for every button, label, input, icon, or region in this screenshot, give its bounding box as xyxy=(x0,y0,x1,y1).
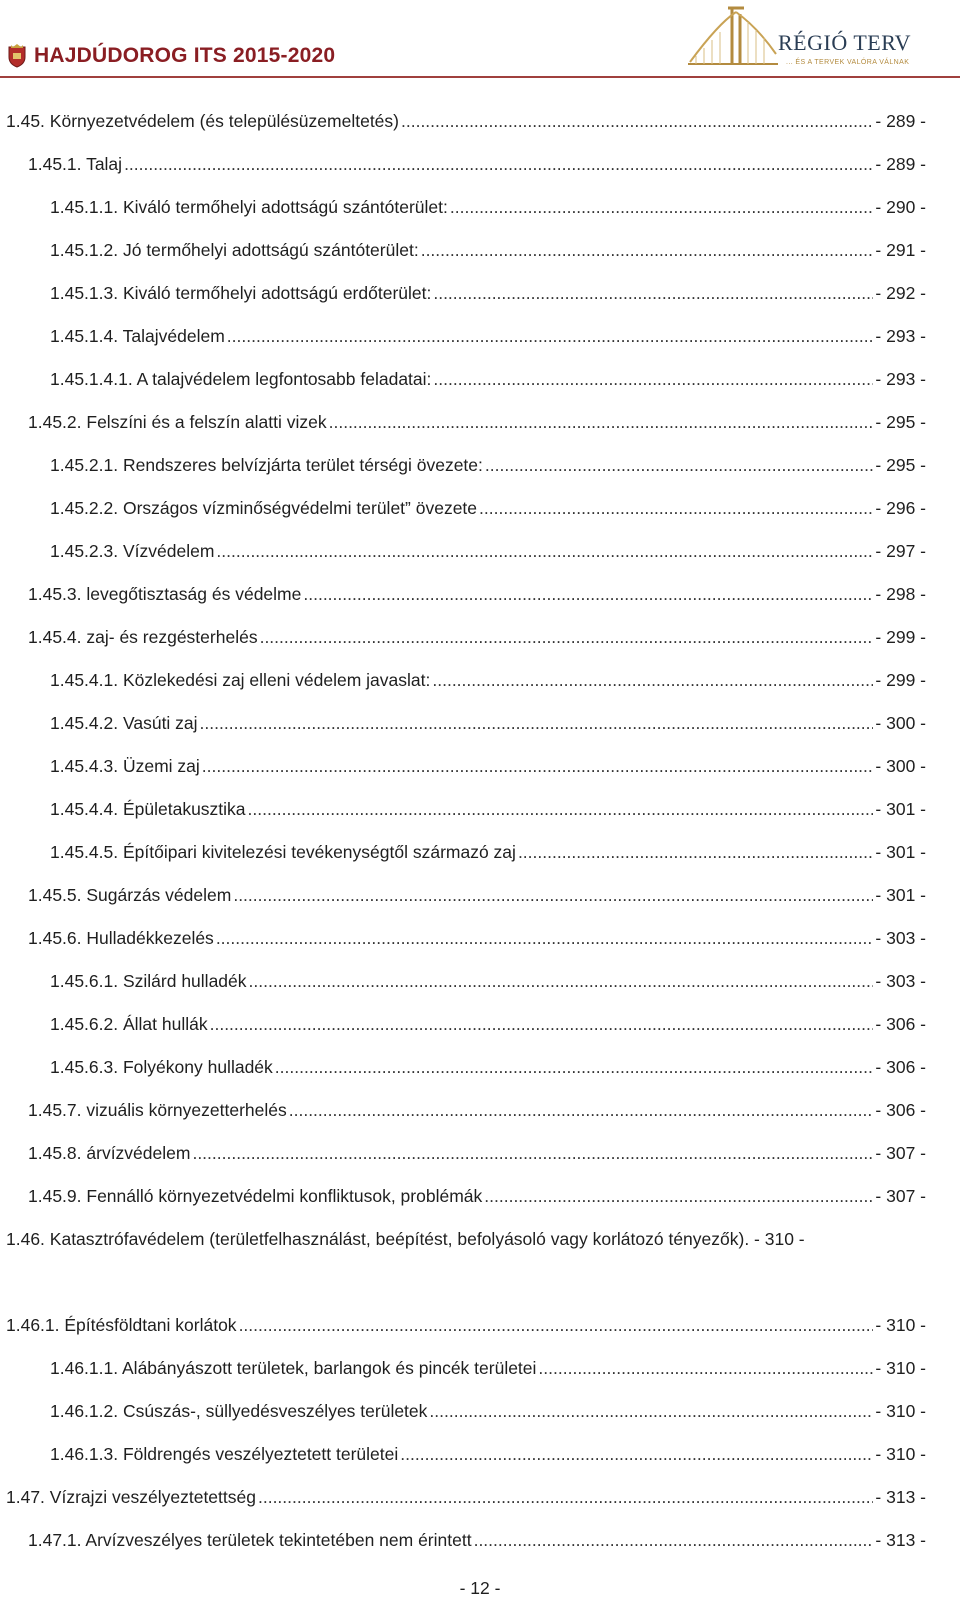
toc-dot-leader xyxy=(433,358,873,401)
toc-entry[interactable] xyxy=(0,1003,960,1046)
toc-page-number[interactable]: - 301 - xyxy=(875,885,926,905)
toc-page-number[interactable]: - 303 - xyxy=(875,971,926,991)
toc-entry-label[interactable]: 1.45.1.4.1. A talajvédelem legfontosabb feladatai: xyxy=(50,369,432,389)
toc-dot-leader xyxy=(289,1089,874,1132)
toc-page-number[interactable]: - 300 - xyxy=(875,713,926,733)
toc-entry[interactable] xyxy=(0,143,960,186)
toc-entry-wrapped[interactable] xyxy=(0,1218,960,1304)
toc-page-number[interactable]: - 298 - xyxy=(875,584,926,604)
toc-entry-label[interactable]: 1.45.1. Talaj xyxy=(28,154,123,174)
toc-entry[interactable] xyxy=(0,358,960,401)
toc-entry[interactable] xyxy=(0,530,960,573)
toc-entry[interactable] xyxy=(0,315,960,358)
toc-entry[interactable] xyxy=(0,444,960,487)
toc-dot-leader xyxy=(192,1132,873,1175)
toc-dot-leader xyxy=(538,1347,873,1390)
toc-entry-label[interactable]: 1.45.4.1. Közlekedési zaj elleni védelem javaslat: xyxy=(50,670,431,690)
toc-entry-label[interactable]: 1.46.1.2. Csúszás-, süllyedésveszélyes területek xyxy=(50,1401,428,1421)
toc-entry-label[interactable]: 1.45.3. levegőtisztaság és védelme xyxy=(28,584,302,604)
toc-dot-leader xyxy=(429,1390,873,1433)
toc-entry[interactable] xyxy=(0,1046,960,1089)
toc-dot-leader xyxy=(216,917,874,960)
toc-entry[interactable] xyxy=(0,487,960,530)
toc-entry-label[interactable]: 1.46.1.3. Földrengés veszélyeztetett területei xyxy=(50,1444,399,1464)
toc-dot-leader xyxy=(227,315,874,358)
brand-name: RÉGIÓ TERV xyxy=(778,30,911,55)
toc-entry[interactable] xyxy=(0,616,960,659)
toc-entry[interactable] xyxy=(0,401,960,444)
toc-entry-label[interactable]: 1.45.6.1. Szilárd hulladék xyxy=(50,971,247,991)
toc-dot-leader xyxy=(216,530,873,573)
toc-entry[interactable] xyxy=(0,272,960,315)
toc-dot-leader xyxy=(239,1304,874,1347)
toc-entry-label[interactable]: 1.45.9. Fennálló környezetvédelmi konfliktusok, problémák xyxy=(28,1186,483,1206)
toc-entry-label[interactable]: 1.45.1.1. Kiváló termőhelyi adottságú szántóterület: xyxy=(50,197,448,217)
toc-entry-label[interactable]: 1.46.1. Építésföldtani korlátok xyxy=(6,1315,237,1335)
toc-dot-leader xyxy=(200,702,874,745)
toc-entry-label[interactable]: 1.45.4.4. Épületakusztika xyxy=(50,799,246,819)
toc-dot-leader xyxy=(260,616,874,659)
toc-entry[interactable] xyxy=(0,1433,960,1476)
toc-entry-label[interactable]: 1.46. Katasztrófavédelem (területfelhasználást, beépítést, befolyásoló vagy korlátozó tényezők). - 310 - xyxy=(6,1229,805,1249)
toc-page-number[interactable]: - 313 - xyxy=(875,1530,926,1550)
toc-entry[interactable] xyxy=(0,874,960,917)
toc-entry[interactable] xyxy=(0,229,960,272)
toc-page-number[interactable]: - 293 - xyxy=(875,326,926,346)
toc-dot-leader xyxy=(248,788,874,831)
table-of-contents xyxy=(0,100,960,1562)
toc-dot-leader xyxy=(258,1476,873,1519)
toc-entry-label[interactable]: 1.45.4.2. Vasúti zaj xyxy=(50,713,198,733)
toc-dot-leader xyxy=(124,143,873,186)
regio-terv-logo xyxy=(688,4,938,72)
toc-entry-label[interactable]: 1.45.6.2. Állat hullák xyxy=(50,1014,208,1034)
toc-dot-leader xyxy=(433,272,873,315)
toc-entry[interactable] xyxy=(0,659,960,702)
toc-entry-label[interactable]: 1.45. Környezetvédelem (és településüzemeltetés) xyxy=(6,111,399,131)
toc-page-number[interactable]: - 306 - xyxy=(875,1100,926,1120)
toc-dot-leader xyxy=(303,573,873,616)
toc-dot-leader xyxy=(401,100,873,143)
toc-page-number[interactable]: - 303 - xyxy=(875,928,926,948)
page-number: - 12 - xyxy=(459,1578,501,1598)
toc-entry-label[interactable]: 1.47.1. Arvízveszélyes területek tekintetében nem érintett xyxy=(28,1530,472,1550)
toc-page-number[interactable]: - 306 - xyxy=(875,1057,926,1077)
toc-dot-leader xyxy=(202,745,874,788)
toc-dot-leader xyxy=(484,1175,873,1218)
toc-entry[interactable] xyxy=(0,100,960,143)
toc-page-number[interactable]: - 307 - xyxy=(875,1143,926,1163)
toc-entry[interactable] xyxy=(0,1519,960,1562)
toc-page-number[interactable]: - 289 - xyxy=(875,111,926,131)
toc-page-number[interactable]: - 310 - xyxy=(875,1315,926,1335)
toc-entry-label[interactable]: 1.45.4.3. Üzemi zaj xyxy=(50,756,200,776)
toc-entry[interactable] xyxy=(0,1476,960,1519)
toc-page-number[interactable]: - 296 - xyxy=(875,498,926,518)
toc-entry-label[interactable]: 1.47. Vízrajzi veszélyeztetettség xyxy=(6,1487,256,1507)
toc-page-number[interactable]: - 295 - xyxy=(875,455,926,475)
header-divider xyxy=(0,76,960,78)
toc-page-number[interactable]: - 310 - xyxy=(875,1444,926,1464)
page-header xyxy=(0,0,960,82)
toc-page-number[interactable]: - 290 - xyxy=(875,197,926,217)
toc-entry-label[interactable]: 1.45.2.1. Rendszeres belvízjárta terület térségi övezete: xyxy=(50,455,483,475)
toc-page-number[interactable]: - 307 - xyxy=(875,1186,926,1206)
toc-dot-leader xyxy=(474,1519,874,1562)
toc-dot-leader xyxy=(518,831,873,874)
toc-entry-label[interactable]: 1.45.2.3. Vízvédelem xyxy=(50,541,215,561)
toc-entry[interactable] xyxy=(0,186,960,229)
toc-dot-leader xyxy=(329,401,874,444)
municipality-brand xyxy=(8,44,335,68)
toc-dot-leader xyxy=(233,874,873,917)
toc-page-number[interactable]: - 306 - xyxy=(875,1014,926,1034)
toc-entry[interactable] xyxy=(0,788,960,831)
toc-entry-label[interactable]: 1.46.1.1. Alábányászott területek, barlangok és pincék területei xyxy=(50,1358,537,1378)
coat-of-arms-icon xyxy=(8,44,26,68)
toc-entry-label[interactable]: 1.45.1.2. Jó termőhelyi adottságú szántóterület: xyxy=(50,240,419,260)
toc-page-number[interactable]: - 299 - xyxy=(875,670,926,690)
toc-dot-leader xyxy=(432,659,873,702)
toc-entry-label[interactable]: 1.45.6. Hulladékkezelés xyxy=(28,928,214,948)
toc-entry-label[interactable]: 1.45.6.3. Folyékony hulladék xyxy=(50,1057,273,1077)
toc-dot-leader xyxy=(421,229,874,272)
document-title: HAJDÚDOROG ITS 2015-2020 xyxy=(34,44,336,67)
toc-entry[interactable] xyxy=(0,1347,960,1390)
toc-page-number[interactable]: - 295 - xyxy=(875,412,926,432)
toc-dot-leader xyxy=(485,444,874,487)
toc-page-number[interactable]: - 313 - xyxy=(875,1487,926,1507)
toc-entry-label[interactable]: 1.45.4. zaj- és rezgésterhelés xyxy=(28,627,258,647)
toc-entry-label[interactable]: 1.45.4.5. Építőipari kivitelezési tevékenységtől származó zaj xyxy=(50,842,516,862)
toc-entry[interactable] xyxy=(0,1390,960,1433)
toc-entry[interactable] xyxy=(0,702,960,745)
toc-page-number[interactable]: - 310 - xyxy=(875,1358,926,1378)
toc-page-number[interactable]: - 289 - xyxy=(875,154,926,174)
toc-entry-label[interactable]: 1.45.2.2. Országos vízminőségvédelmi terület” övezete xyxy=(50,498,478,518)
toc-entry[interactable] xyxy=(0,917,960,960)
toc-entry[interactable] xyxy=(0,573,960,616)
toc-entry-label[interactable]: 1.45.2. Felszíni és a felszín alatti vizek xyxy=(28,412,327,432)
toc-entry-label[interactable]: 1.45.7. vizuális környezetterhelés xyxy=(28,1100,287,1120)
toc-page-number[interactable]: - 292 - xyxy=(875,283,926,303)
toc-dot-leader xyxy=(275,1046,874,1089)
toc-dot-leader xyxy=(210,1003,874,1046)
toc-page-number[interactable]: - 301 - xyxy=(875,842,926,862)
toc-entry[interactable] xyxy=(0,1175,960,1218)
toc-page-number[interactable]: - 301 - xyxy=(875,799,926,819)
toc-dot-leader xyxy=(450,186,874,229)
toc-dot-leader xyxy=(400,1433,873,1476)
toc-entry[interactable] xyxy=(0,745,960,788)
toc-page-number[interactable]: - 291 - xyxy=(875,240,926,260)
toc-entry-label[interactable]: 1.45.5. Sugárzás védelem xyxy=(28,885,232,905)
toc-dot-leader xyxy=(479,487,873,530)
toc-page-number[interactable]: - 299 - xyxy=(875,627,926,647)
toc-entry[interactable] xyxy=(0,1089,960,1132)
toc-entry-label[interactable]: 1.45.1.3. Kiváló termőhelyi adottságú erdőterület: xyxy=(50,283,432,303)
toc-entry[interactable] xyxy=(0,960,960,1003)
toc-entry-label[interactable]: 1.45.8. árvízvédelem xyxy=(28,1143,191,1163)
brand-tagline: ... ÉS A TERVEK VALÓRA VÁLNAK xyxy=(786,59,910,66)
toc-page-number[interactable]: - 310 - xyxy=(875,1401,926,1421)
toc-entry-label[interactable]: 1.45.1.4. Talajvédelem xyxy=(50,326,225,346)
toc-dot-leader xyxy=(249,960,874,1003)
toc-page-number[interactable]: - 297 - xyxy=(875,541,926,561)
toc-page-number[interactable]: - 300 - xyxy=(875,756,926,776)
toc-page-number[interactable]: - 293 - xyxy=(875,369,926,389)
toc-entry[interactable] xyxy=(0,1304,960,1347)
toc-entry[interactable] xyxy=(0,1132,960,1175)
toc-entry[interactable] xyxy=(0,831,960,874)
bridge-logo-icon xyxy=(688,4,778,70)
